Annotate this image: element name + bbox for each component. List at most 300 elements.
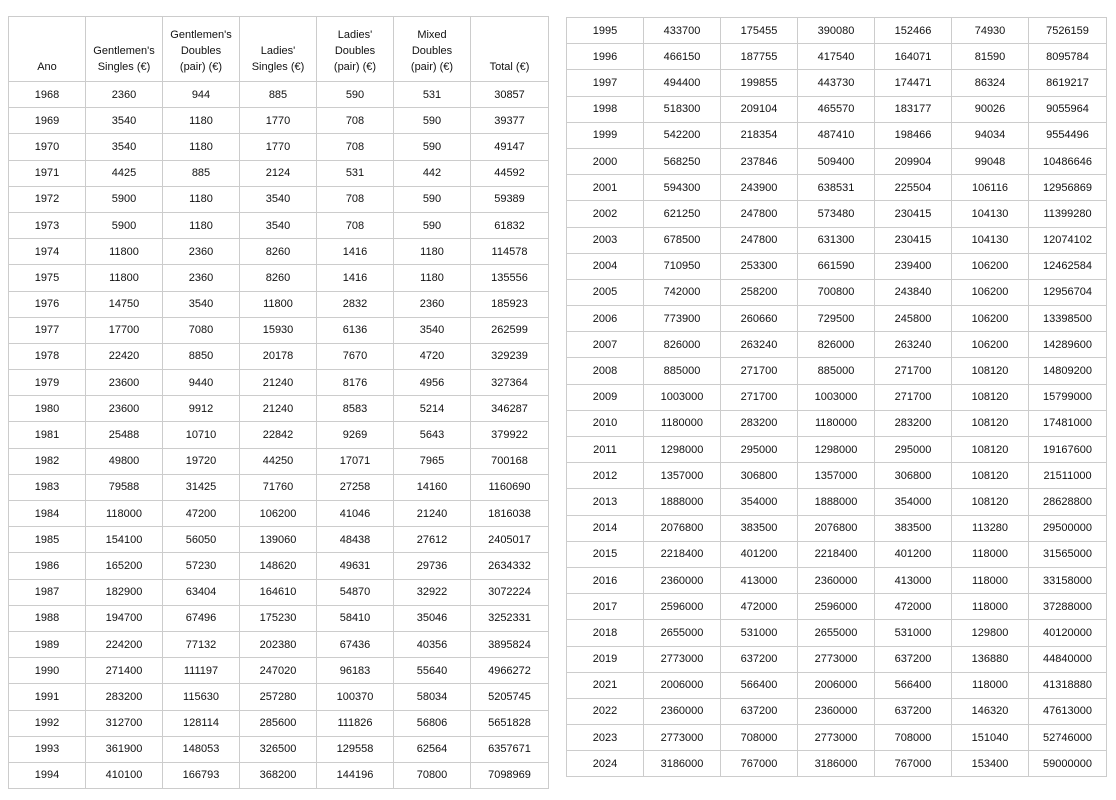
gentlemens-singles-cell: 11800 xyxy=(86,239,163,265)
mixed-doubles-cell: 21240 xyxy=(394,501,471,527)
total-cell: 13398500 xyxy=(1029,306,1107,332)
year-cell: 2008 xyxy=(567,358,644,384)
year-cell: 1982 xyxy=(9,448,86,474)
gentlemens-doubles-cell: 354000 xyxy=(721,489,798,515)
table-row xyxy=(9,605,549,631)
mixed-doubles-cell: 27612 xyxy=(394,527,471,553)
year-cell: 2024 xyxy=(567,751,644,777)
table-row xyxy=(9,474,549,500)
ladies-singles-cell: 638531 xyxy=(798,175,875,201)
total-cell: 12074102 xyxy=(1029,227,1107,253)
prize-money-table-right xyxy=(566,17,1107,777)
mixed-doubles-cell: 58034 xyxy=(394,684,471,710)
year-cell: 1975 xyxy=(9,265,86,291)
gentlemens-singles-cell: 2006000 xyxy=(644,672,721,698)
year-cell: 2002 xyxy=(567,201,644,227)
year-cell: 1997 xyxy=(567,70,644,96)
year-cell: 1979 xyxy=(9,370,86,396)
ladies-singles-cell: 1298000 xyxy=(798,437,875,463)
gentlemens-singles-cell: 568250 xyxy=(644,148,721,174)
year-cell: 1989 xyxy=(9,631,86,657)
ladies-doubles-cell: 354000 xyxy=(875,489,952,515)
mixed-doubles-cell: 56806 xyxy=(394,710,471,736)
gentlemens-singles-cell: 433700 xyxy=(644,18,721,44)
ladies-doubles-cell: 225504 xyxy=(875,175,952,201)
gentlemens-singles-cell: 5900 xyxy=(86,212,163,238)
column-header-gentlemens-doubles xyxy=(163,17,240,82)
year-cell: 2003 xyxy=(567,227,644,253)
gentlemens-doubles-cell: 199855 xyxy=(721,70,798,96)
year-cell: 1999 xyxy=(567,122,644,148)
mixed-doubles-cell: 2360 xyxy=(394,291,471,317)
ladies-doubles-cell: 48438 xyxy=(317,527,394,553)
table-row xyxy=(567,672,1107,698)
ladies-doubles-cell: 8583 xyxy=(317,396,394,422)
table-row xyxy=(567,725,1107,751)
ladies-doubles-cell: 531000 xyxy=(875,620,952,646)
year-cell: 2010 xyxy=(567,410,644,436)
table-row xyxy=(9,631,549,657)
ladies-singles-cell: 8260 xyxy=(240,239,317,265)
gentlemens-singles-cell: 1888000 xyxy=(644,489,721,515)
table-row xyxy=(567,567,1107,593)
year-cell: 1976 xyxy=(9,291,86,317)
gentlemens-singles-cell: 518300 xyxy=(644,96,721,122)
ladies-doubles-cell: 54870 xyxy=(317,579,394,605)
gentlemens-doubles-cell: 531000 xyxy=(721,620,798,646)
ladies-doubles-cell: 7670 xyxy=(317,343,394,369)
total-cell: 28628800 xyxy=(1029,489,1107,515)
total-cell: 37288000 xyxy=(1029,594,1107,620)
gentlemens-doubles-cell: 283200 xyxy=(721,410,798,436)
mixed-doubles-cell: 4956 xyxy=(394,370,471,396)
gentlemens-doubles-cell: 67496 xyxy=(163,605,240,631)
ladies-singles-cell: 2773000 xyxy=(798,725,875,751)
ladies-singles-cell: 21240 xyxy=(240,370,317,396)
table-row xyxy=(567,175,1107,201)
mixed-doubles-cell: 94034 xyxy=(952,122,1029,148)
gentlemens-singles-cell: 2360000 xyxy=(644,698,721,724)
gentlemens-singles-cell: 2360000 xyxy=(644,567,721,593)
table-row xyxy=(567,279,1107,305)
gentlemens-doubles-cell: 247800 xyxy=(721,227,798,253)
total-cell: 41318880 xyxy=(1029,672,1107,698)
ladies-doubles-cell: 17071 xyxy=(317,448,394,474)
year-cell: 2012 xyxy=(567,463,644,489)
mixed-doubles-cell: 590 xyxy=(394,108,471,134)
table-row xyxy=(567,122,1107,148)
ladies-singles-cell: 729500 xyxy=(798,306,875,332)
gentlemens-doubles-cell: 263240 xyxy=(721,332,798,358)
header-line: Doubles xyxy=(334,45,376,57)
gentlemens-doubles-cell: 306800 xyxy=(721,463,798,489)
gentlemens-doubles-cell: 209104 xyxy=(721,96,798,122)
gentlemens-singles-cell: 182900 xyxy=(86,579,163,605)
ladies-singles-cell: 22842 xyxy=(240,422,317,448)
ladies-doubles-cell: 100370 xyxy=(317,684,394,710)
total-cell: 14809200 xyxy=(1029,358,1107,384)
table-row xyxy=(9,186,549,212)
header-line: Ano xyxy=(37,61,57,73)
ladies-doubles-cell: 531 xyxy=(317,160,394,186)
year-cell: 2017 xyxy=(567,594,644,620)
total-cell: 346287 xyxy=(471,396,549,422)
gentlemens-singles-cell: 23600 xyxy=(86,370,163,396)
total-cell: 33158000 xyxy=(1029,567,1107,593)
ladies-doubles-cell: 164071 xyxy=(875,44,952,70)
year-cell: 2011 xyxy=(567,437,644,463)
ladies-singles-cell: 1180000 xyxy=(798,410,875,436)
table-row xyxy=(567,384,1107,410)
ladies-doubles-cell: 245800 xyxy=(875,306,952,332)
mixed-doubles-cell: 106200 xyxy=(952,253,1029,279)
table-row xyxy=(567,751,1107,777)
table-row xyxy=(567,44,1107,70)
gentlemens-doubles-cell: 472000 xyxy=(721,594,798,620)
total-cell: 49147 xyxy=(471,134,549,160)
ladies-singles-cell: 257280 xyxy=(240,684,317,710)
year-cell: 1994 xyxy=(9,762,86,788)
gentlemens-singles-cell: 49800 xyxy=(86,448,163,474)
gentlemens-doubles-cell: 566400 xyxy=(721,672,798,698)
ladies-singles-cell: 509400 xyxy=(798,148,875,174)
ladies-singles-cell: 15930 xyxy=(240,317,317,343)
gentlemens-doubles-cell: 253300 xyxy=(721,253,798,279)
table-row xyxy=(567,358,1107,384)
year-cell: 2015 xyxy=(567,541,644,567)
gentlemens-doubles-cell: 944 xyxy=(163,82,240,108)
total-cell: 135556 xyxy=(471,265,549,291)
gentlemens-doubles-cell: 637200 xyxy=(721,698,798,724)
total-cell: 61832 xyxy=(471,212,549,238)
ladies-doubles-cell: 6136 xyxy=(317,317,394,343)
ladies-singles-cell: 573480 xyxy=(798,201,875,227)
ladies-doubles-cell: 472000 xyxy=(875,594,952,620)
gentlemens-singles-cell: 4425 xyxy=(86,160,163,186)
gentlemens-singles-cell: 2773000 xyxy=(644,646,721,672)
total-cell: 30857 xyxy=(471,82,549,108)
ladies-doubles-cell: 401200 xyxy=(875,541,952,567)
mixed-doubles-cell: 118000 xyxy=(952,672,1029,698)
mixed-doubles-cell: 531 xyxy=(394,82,471,108)
year-cell: 1995 xyxy=(567,18,644,44)
ladies-singles-cell: 202380 xyxy=(240,631,317,657)
ladies-doubles-cell: 767000 xyxy=(875,751,952,777)
year-cell: 1980 xyxy=(9,396,86,422)
mixed-doubles-cell: 151040 xyxy=(952,725,1029,751)
gentlemens-singles-cell: 22420 xyxy=(86,343,163,369)
year-cell: 2016 xyxy=(567,567,644,593)
table-row xyxy=(9,762,549,788)
table-body-left xyxy=(9,82,549,789)
gentlemens-doubles-cell: 7080 xyxy=(163,317,240,343)
ladies-doubles-cell: 230415 xyxy=(875,201,952,227)
gentlemens-doubles-cell: 56050 xyxy=(163,527,240,553)
table-row xyxy=(9,343,549,369)
gentlemens-doubles-cell: 57230 xyxy=(163,553,240,579)
total-cell: 9554496 xyxy=(1029,122,1107,148)
ladies-doubles-cell: 8176 xyxy=(317,370,394,396)
gentlemens-doubles-cell: 8850 xyxy=(163,343,240,369)
mixed-doubles-cell: 14160 xyxy=(394,474,471,500)
ladies-singles-cell: 2076800 xyxy=(798,515,875,541)
ladies-doubles-cell: 209904 xyxy=(875,148,952,174)
year-cell: 2013 xyxy=(567,489,644,515)
ladies-doubles-cell: 1416 xyxy=(317,265,394,291)
ladies-doubles-cell: 708 xyxy=(317,186,394,212)
gentlemens-singles-cell: 1357000 xyxy=(644,463,721,489)
ladies-singles-cell: 368200 xyxy=(240,762,317,788)
table-row xyxy=(9,501,549,527)
ladies-singles-cell: 11800 xyxy=(240,291,317,317)
ladies-singles-cell: 175230 xyxy=(240,605,317,631)
gentlemens-doubles-cell: 383500 xyxy=(721,515,798,541)
mixed-doubles-cell: 106200 xyxy=(952,332,1029,358)
total-cell: 10486646 xyxy=(1029,148,1107,174)
total-cell: 327364 xyxy=(471,370,549,396)
year-cell: 2023 xyxy=(567,725,644,751)
header-line: (pair) (€) xyxy=(410,61,454,73)
header-line: Singles (€) xyxy=(251,61,305,73)
ladies-singles-cell: 3540 xyxy=(240,186,317,212)
total-cell: 700168 xyxy=(471,448,549,474)
gentlemens-doubles-cell: 1180 xyxy=(163,186,240,212)
total-cell: 17481000 xyxy=(1029,410,1107,436)
gentlemens-doubles-cell: 885 xyxy=(163,160,240,186)
ladies-singles-cell: 1888000 xyxy=(798,489,875,515)
table-row xyxy=(567,18,1107,44)
ladies-singles-cell: 631300 xyxy=(798,227,875,253)
total-cell: 8619217 xyxy=(1029,70,1107,96)
gentlemens-doubles-cell: 243900 xyxy=(721,175,798,201)
total-cell: 3072224 xyxy=(471,579,549,605)
ladies-doubles-cell: 67436 xyxy=(317,631,394,657)
ladies-doubles-cell: 263240 xyxy=(875,332,952,358)
ladies-singles-cell: 1357000 xyxy=(798,463,875,489)
mixed-doubles-cell: 4720 xyxy=(394,343,471,369)
year-cell: 1985 xyxy=(9,527,86,553)
ladies-singles-cell: 443730 xyxy=(798,70,875,96)
gentlemens-singles-cell: 494400 xyxy=(644,70,721,96)
mixed-doubles-cell: 108120 xyxy=(952,358,1029,384)
total-cell: 47613000 xyxy=(1029,698,1107,724)
mixed-doubles-cell: 86324 xyxy=(952,70,1029,96)
ladies-doubles-cell: 144196 xyxy=(317,762,394,788)
ladies-doubles-cell: 239400 xyxy=(875,253,952,279)
year-cell: 1970 xyxy=(9,134,86,160)
year-cell: 2005 xyxy=(567,279,644,305)
table-row xyxy=(567,253,1107,279)
table-row xyxy=(9,658,549,684)
ladies-singles-cell: 487410 xyxy=(798,122,875,148)
gentlemens-doubles-cell: 63404 xyxy=(163,579,240,605)
table-row xyxy=(567,698,1107,724)
ladies-doubles-cell: 566400 xyxy=(875,672,952,698)
gentlemens-doubles-cell: 1180 xyxy=(163,212,240,238)
table-row xyxy=(567,148,1107,174)
ladies-doubles-cell: 9269 xyxy=(317,422,394,448)
ladies-doubles-cell: 708 xyxy=(317,212,394,238)
mixed-doubles-cell: 62564 xyxy=(394,736,471,762)
year-cell: 2007 xyxy=(567,332,644,358)
table-row xyxy=(567,541,1107,567)
gentlemens-singles-cell: 361900 xyxy=(86,736,163,762)
table-row xyxy=(567,70,1107,96)
header-line: (pair) (€) xyxy=(179,61,223,73)
gentlemens-doubles-cell: 247800 xyxy=(721,201,798,227)
column-header-ladies-singles xyxy=(240,17,317,82)
gentlemens-doubles-cell: 148053 xyxy=(163,736,240,762)
ladies-doubles-cell: 708 xyxy=(317,108,394,134)
gentlemens-singles-cell: 2655000 xyxy=(644,620,721,646)
mixed-doubles-cell: 590 xyxy=(394,186,471,212)
gentlemens-singles-cell: 271400 xyxy=(86,658,163,684)
mixed-doubles-cell: 104130 xyxy=(952,227,1029,253)
mixed-doubles-cell: 146320 xyxy=(952,698,1029,724)
ladies-singles-cell: 1003000 xyxy=(798,384,875,410)
ladies-doubles-cell: 111826 xyxy=(317,710,394,736)
gentlemens-singles-cell: 1298000 xyxy=(644,437,721,463)
ladies-doubles-cell: 708000 xyxy=(875,725,952,751)
mixed-doubles-cell: 108120 xyxy=(952,463,1029,489)
table-row xyxy=(9,710,549,736)
ladies-singles-cell: 885000 xyxy=(798,358,875,384)
year-cell: 2004 xyxy=(567,253,644,279)
table-row xyxy=(9,579,549,605)
total-cell: 52746000 xyxy=(1029,725,1107,751)
ladies-doubles-cell: 295000 xyxy=(875,437,952,463)
table-row xyxy=(567,227,1107,253)
mixed-doubles-cell: 590 xyxy=(394,212,471,238)
ladies-doubles-cell: 96183 xyxy=(317,658,394,684)
gentlemens-singles-cell: 23600 xyxy=(86,396,163,422)
header-line: Doubles xyxy=(411,45,453,57)
total-cell: 12956704 xyxy=(1029,279,1107,305)
gentlemens-singles-cell: 2076800 xyxy=(644,515,721,541)
mixed-doubles-cell: 74930 xyxy=(952,18,1029,44)
gentlemens-doubles-cell: 47200 xyxy=(163,501,240,527)
ladies-singles-cell: 2124 xyxy=(240,160,317,186)
mixed-doubles-cell: 106200 xyxy=(952,306,1029,332)
year-cell: 1992 xyxy=(9,710,86,736)
ladies-singles-cell: 700800 xyxy=(798,279,875,305)
year-cell: 1973 xyxy=(9,212,86,238)
prize-money-table-left xyxy=(8,16,549,789)
total-cell: 329239 xyxy=(471,343,549,369)
gentlemens-doubles-cell: 9912 xyxy=(163,396,240,422)
gentlemens-doubles-cell: 271700 xyxy=(721,384,798,410)
total-cell: 19167600 xyxy=(1029,437,1107,463)
header-row xyxy=(9,17,549,82)
mixed-doubles-cell: 99048 xyxy=(952,148,1029,174)
gentlemens-doubles-cell: 237846 xyxy=(721,148,798,174)
ladies-singles-cell: 139060 xyxy=(240,527,317,553)
year-cell: 1969 xyxy=(9,108,86,134)
mixed-doubles-cell: 118000 xyxy=(952,567,1029,593)
gentlemens-singles-cell: 14750 xyxy=(86,291,163,317)
mixed-doubles-cell: 108120 xyxy=(952,410,1029,436)
ladies-singles-cell: 661590 xyxy=(798,253,875,279)
ladies-singles-cell: 71760 xyxy=(240,474,317,500)
table-row xyxy=(9,422,549,448)
ladies-singles-cell: 285600 xyxy=(240,710,317,736)
total-cell: 262599 xyxy=(471,317,549,343)
ladies-doubles-cell: 708 xyxy=(317,134,394,160)
ladies-doubles-cell: 230415 xyxy=(875,227,952,253)
total-cell: 59389 xyxy=(471,186,549,212)
total-cell: 379922 xyxy=(471,422,549,448)
mixed-doubles-cell: 108120 xyxy=(952,437,1029,463)
mixed-doubles-cell: 5643 xyxy=(394,422,471,448)
ladies-doubles-cell: 243840 xyxy=(875,279,952,305)
ladies-singles-cell: 826000 xyxy=(798,332,875,358)
ladies-singles-cell: 247020 xyxy=(240,658,317,684)
gentlemens-doubles-cell: 258200 xyxy=(721,279,798,305)
gentlemens-singles-cell: 5900 xyxy=(86,186,163,212)
table-row xyxy=(9,553,549,579)
header-line: Mixed xyxy=(417,29,447,41)
ladies-singles-cell: 326500 xyxy=(240,736,317,762)
gentlemens-doubles-cell: 31425 xyxy=(163,474,240,500)
gentlemens-singles-cell: 826000 xyxy=(644,332,721,358)
mixed-doubles-cell: 108120 xyxy=(952,384,1029,410)
mixed-doubles-cell: 32922 xyxy=(394,579,471,605)
gentlemens-doubles-cell: 19720 xyxy=(163,448,240,474)
mixed-doubles-cell: 7965 xyxy=(394,448,471,474)
ladies-doubles-cell: 637200 xyxy=(875,698,952,724)
mixed-doubles-cell: 1180 xyxy=(394,265,471,291)
gentlemens-doubles-cell: 3540 xyxy=(163,291,240,317)
year-cell: 1991 xyxy=(9,684,86,710)
table-row xyxy=(567,332,1107,358)
year-cell: 2021 xyxy=(567,672,644,698)
total-cell: 9055964 xyxy=(1029,96,1107,122)
year-cell: 1977 xyxy=(9,317,86,343)
ladies-doubles-cell: 271700 xyxy=(875,358,952,384)
ladies-doubles-cell: 49631 xyxy=(317,553,394,579)
ladies-singles-cell: 390080 xyxy=(798,18,875,44)
table-row xyxy=(567,594,1107,620)
ladies-singles-cell: 885 xyxy=(240,82,317,108)
gentlemens-doubles-cell: 175455 xyxy=(721,18,798,44)
mixed-doubles-cell: 118000 xyxy=(952,594,1029,620)
ladies-doubles-cell: 27258 xyxy=(317,474,394,500)
year-cell: 2009 xyxy=(567,384,644,410)
table-row xyxy=(567,437,1107,463)
column-header-mixed-doubles xyxy=(394,17,471,82)
total-cell: 44592 xyxy=(471,160,549,186)
mixed-doubles-cell: 5214 xyxy=(394,396,471,422)
total-cell: 5651828 xyxy=(471,710,549,736)
gentlemens-singles-cell: 1003000 xyxy=(644,384,721,410)
year-cell: 1987 xyxy=(9,579,86,605)
gentlemens-singles-cell: 2773000 xyxy=(644,725,721,751)
ladies-singles-cell: 3186000 xyxy=(798,751,875,777)
table-row xyxy=(9,317,549,343)
table-row xyxy=(567,306,1107,332)
total-cell: 185923 xyxy=(471,291,549,317)
mixed-doubles-cell: 129800 xyxy=(952,620,1029,646)
gentlemens-doubles-cell: 77132 xyxy=(163,631,240,657)
gentlemens-singles-cell: 678500 xyxy=(644,227,721,253)
total-cell: 44840000 xyxy=(1029,646,1107,672)
ladies-singles-cell: 2006000 xyxy=(798,672,875,698)
total-cell: 1160690 xyxy=(471,474,549,500)
gentlemens-singles-cell: 79588 xyxy=(86,474,163,500)
gentlemens-singles-cell: 224200 xyxy=(86,631,163,657)
total-cell: 31565000 xyxy=(1029,541,1107,567)
gentlemens-doubles-cell: 1180 xyxy=(163,108,240,134)
